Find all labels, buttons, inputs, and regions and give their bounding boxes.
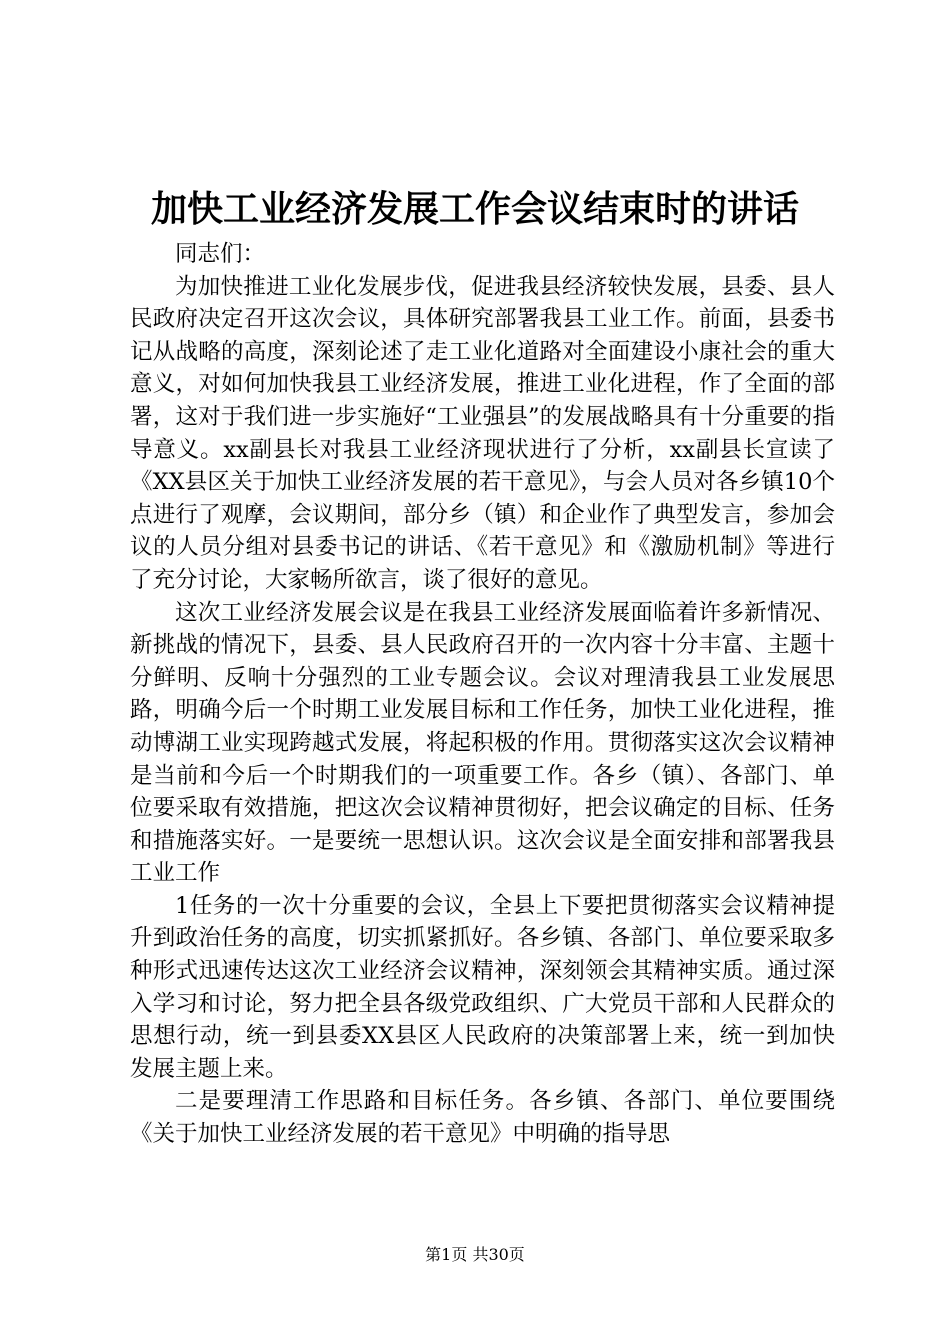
document-body (130, 238, 835, 1151)
paragraph-4: 二是要理清工作思路和目标任务。各乡镇、各部门、单位要围绕《关于加快工业经济发展的若干意见》中明确的指导思 (130, 1088, 835, 1148)
salutation: 同志们： (175, 241, 266, 267)
page-footer: 第1页 共30页 (425, 1245, 525, 1264)
paragraph-2: 这次工业经济发展会议是在我县工业经济发展面临着许多新情况、新挑战的情况下，县委、县人民政府召开的一次内容十分丰富、主题十分鲜明、反响十分强烈的工业专题会议。会议对理清我县工业发展思路，明确今后一个时期工业发展目标和工作任务，加快工业化进程，推动博湖工业实现跨越式发展，将起积极的作用。贯彻落实这次会议精神是当前和今后一个时期我们的一项重要工作。各乡（镇）、各部门、单位要采取有效措施，把这次会议精神贯彻好，把会议确定的目标、任务和措施落实好。一是要统一思想认识。这次会议是全面安排和部署我县工业工作 (130, 599, 835, 887)
paragraph-1: 为加快推进工业化发展步伐，促进我县经济较快发展，县委、县人民政府决定召开这次会议，具体研究部署我县工业工作。前面，县委书记从战略的高度，深刻论述了走工业化道路对全面建设小康社会的重大意义，对如何加快我县工业经济发展，推进工业化进程，作了全面的部署，这对于我们进一步实施好“工业强县”的发展战略具有十分重要的指导意义。xx副县长对我县工业经济现状进行了分析，xx副县长宣读了《XX县区关于加快工业经济发展的若干意见》，与会人员对各乡镇10个点进行了观摩，会议期间，部分乡（镇）和企业作了典型发言，参加会议的人员分组对县委书记的讲话、《若干意见》和《激励机制》等进行了充分讨论，大家畅所欲言，谈了很好的意见。 (130, 273, 835, 593)
document-title: 加快工业经济发展工作会议结束时的讲话 (150, 188, 799, 230)
paragraph-3: 1任务的一次十分重要的会议，全县上下要把贯彻落实会议精神提升到政治任务的高度，切实抓紧抓好。各乡镇、各部门、单位要采取多种形式迅速传达这次工业经济会议精神，深刻领会其精神实质。通过深入学习和讨论，努力把全县各级党政组织、广大党员干部和人民群众的思想行动，统一到县委XX县区人民政府的决策部署上来，统一到加快发展主题上来。 (130, 892, 835, 1082)
